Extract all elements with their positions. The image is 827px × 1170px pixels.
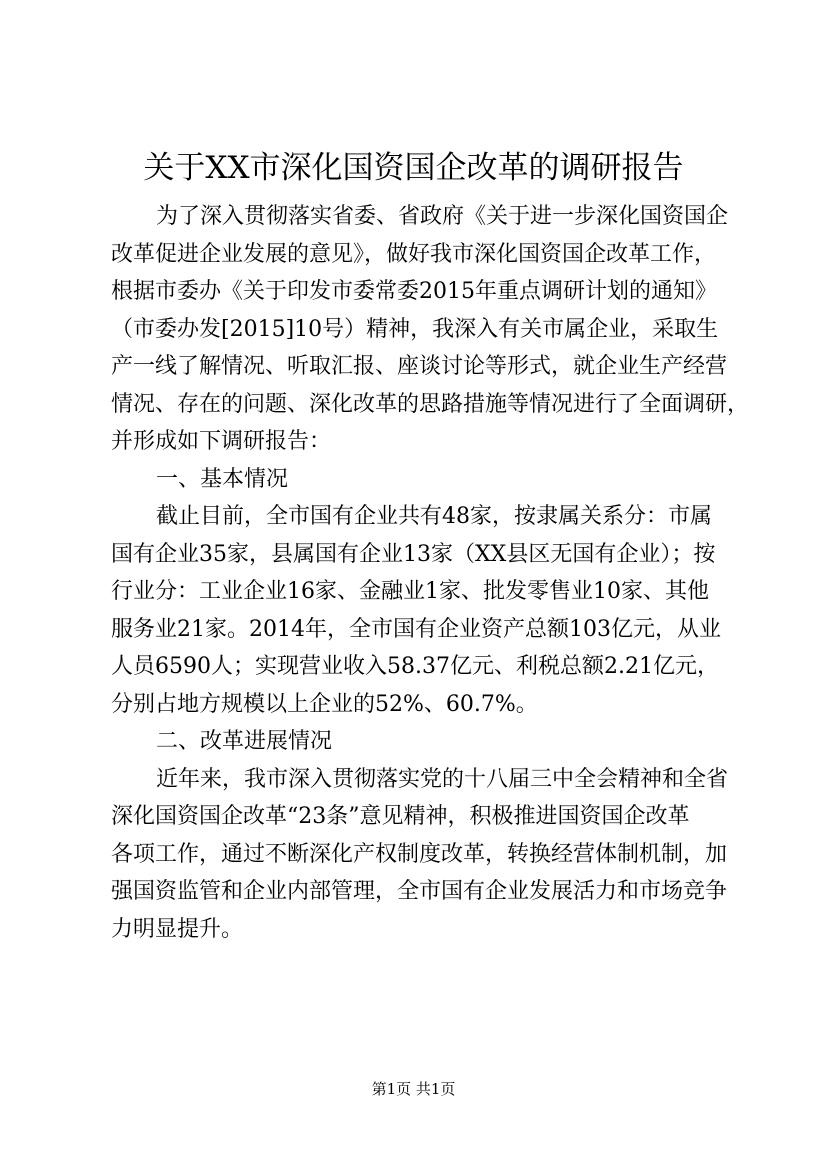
paragraph-line: 并形成如下调研报告：: [111, 429, 332, 454]
paragraph-line: 为了深入贯彻落实省委、省政府《关于进一步深化国资国企: [156, 204, 729, 229]
section-heading: 二、改革进展情况: [156, 729, 333, 754]
section-heading: 一、基本情况: [156, 466, 289, 492]
paragraph-line: 近年来，我市深入贯彻落实党的十八届三中全会精神和全省: [156, 766, 729, 792]
paragraph-line: 改革促进企业发展的意见》，做好我市深化国资国企改革工作，: [111, 241, 717, 267]
paragraph-line: 国有企业35家，县属国有企业13家（XX县区无国有企业）；按: [111, 541, 716, 567]
paragraph-line: 深化国资国企改革“23条”意见精神，积极推进国资国企改革: [111, 804, 690, 829]
paragraph-line: 强国资监管和企业内部管理，全市国有企业发展活力和市场竞争: [111, 879, 728, 904]
paragraph-line: 人员6590人；实现营业收入58.37亿元、利税总额2.21亿元，: [111, 654, 719, 679]
paragraph-line: 根据市委办《关于印发市委常委2015年重点调研计划的通知》: [111, 279, 717, 304]
paragraph-line: （市委办发[2015]10号）精神，我深入有关市属企业，采取生: [111, 316, 719, 342]
paragraph-line: 情况、存在的问题、深化改革的思路措施等情况进行了全面调研，: [111, 391, 750, 417]
page-number-footer: 第1页 共1页: [371, 1080, 456, 1098]
document-body: [111, 198, 750, 948]
paragraph-line: 各项工作，通过不断深化产权制度改革，转换经营体制机制，加: [111, 841, 728, 867]
paragraph-line: 行业分：工业企业16家、金融业1家、批发零售业10家、其他: [111, 579, 709, 604]
paragraph-line: 力明显提升。: [111, 916, 244, 942]
paragraph-line: 分别占地方规模以上企业的52%、60.7%。: [111, 691, 538, 717]
paragraph-line: 产一线了解情况、听取汇报、座谈讨论等形式，就企业生产经营: [111, 354, 728, 379]
document-title: 关于XX市深化国资国企改革的调研报告: [143, 150, 684, 186]
paragraph-line: 服务业21家。2014年，全市国有企业资产总额103亿元，从业: [111, 616, 721, 642]
paragraph-line: 截止目前，全市国有企业共有48家，按隶属关系分：市属: [156, 504, 712, 529]
